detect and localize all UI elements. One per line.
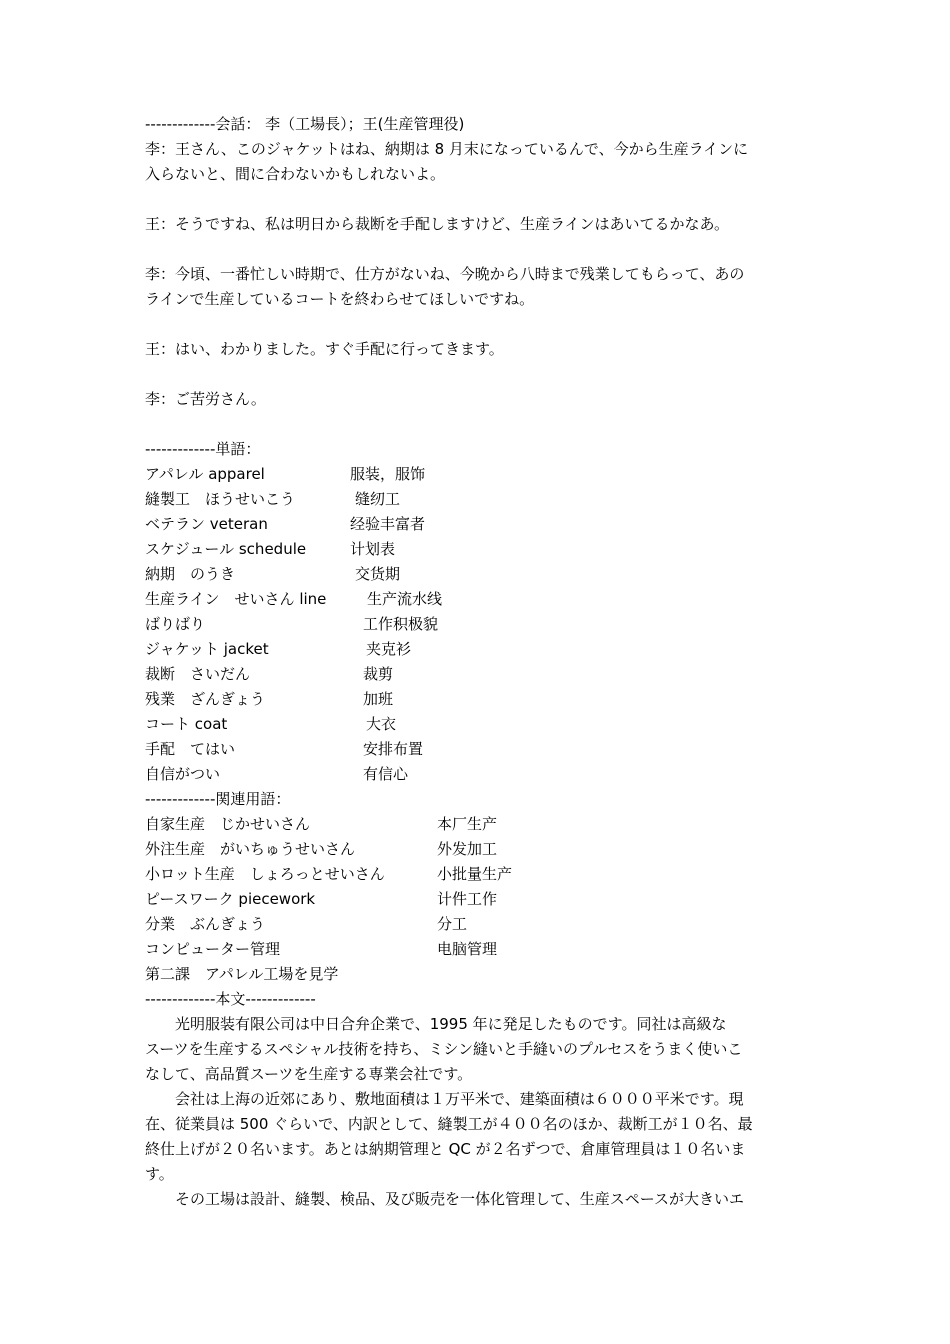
term-row: [145, 887, 810, 912]
vocab-meaning: 交货期: [355, 565, 401, 583]
vocab-row: [145, 487, 810, 512]
term-row: [145, 837, 810, 862]
term-jp: 自家生産 じかせいさん: [145, 815, 311, 833]
term-cn: 小批量生产: [437, 865, 513, 883]
term-cn: 分工: [437, 915, 468, 933]
vocab-term: 生産ライン せいさん line: [145, 590, 327, 608]
term-row: [145, 912, 810, 937]
term-cn: 外发加工: [437, 840, 498, 858]
body-line: なして、高品質スーツを生産する専業会社です。: [145, 1065, 473, 1083]
vocab-term: アパレル apparel: [145, 465, 265, 483]
vocab-term: 納期 のうき: [145, 565, 236, 583]
vocab-row: [145, 537, 810, 562]
vocab-row: [145, 462, 810, 487]
term-jp: 分業 ぶんぎょう: [145, 915, 266, 933]
vocab-meaning: 裁剪: [363, 665, 394, 683]
vocab-meaning: 工作积极貌: [363, 615, 439, 633]
vocab-meaning: 经验丰富者: [350, 515, 426, 533]
term-jp: コンピューター管理: [145, 940, 281, 958]
vocab-meaning: 大衣: [366, 715, 397, 733]
body-line: 在、従業員は 500 ぐらいで、内訳として、縫製工が４００名のほか、裁断工が１０名、最: [145, 1115, 753, 1133]
vocab-row: [145, 737, 810, 762]
term-cn: 本厂生产: [437, 815, 498, 833]
vocab-row: [145, 612, 810, 637]
vocab-row: [145, 562, 810, 587]
document-page: [145, 112, 810, 1212]
vocab-term: スケジュール schedule: [145, 540, 307, 558]
vocab-meaning: 有信心: [363, 765, 409, 783]
vocab-meaning: 生产流水线: [367, 590, 443, 608]
term-row: [145, 862, 810, 887]
vocab-meaning: 夹克衫: [366, 640, 412, 658]
body-line: その工場は設計、縫製、検品、及び販売を一体化管理して、生産スペースが大きいエ: [145, 1190, 744, 1208]
term-cn: 电脑管理: [437, 940, 498, 958]
vocab-term: ばりばり: [145, 615, 206, 633]
vocab-meaning: 缝纫工: [355, 490, 401, 508]
vocab-term: 自信がつい: [145, 765, 221, 783]
conversation-header: -------------会話： 李（工場長）；王(生産管理役): [145, 115, 465, 133]
vocab-meaning: 计划表: [350, 540, 396, 558]
body-line: 光明服装有限公司は中日合弁企業で、1995 年に発足したものです。同社は高級な: [145, 1015, 727, 1033]
vocab-meaning: 服装，服饰: [350, 465, 426, 483]
vocab-row: [145, 712, 810, 737]
dialogue-line: 李：ご苦労さん。: [145, 390, 266, 408]
term-jp: ピースワーク piecework: [145, 890, 316, 908]
vocab-term: ジャケット jacket: [145, 640, 269, 658]
dialogue-line: 王：はい、わかりました。すぐ手配に行ってきます。: [145, 340, 504, 358]
vocab-row: [145, 512, 810, 537]
vocabulary-header: -------------単語：: [145, 440, 261, 458]
body-line: 終仕上げが２０名います。あとは納期管理と QC が２名ずつで、倉庫管理員は１０名いま: [145, 1140, 746, 1158]
vocab-meaning: 安排布置: [363, 740, 424, 758]
dialogue-line: 王：そうですね、私は明日から裁断を手配しますけど、生産ラインはあいてるかなあ。: [145, 215, 729, 233]
body-line: す。: [145, 1165, 174, 1183]
vocab-row: [145, 687, 810, 712]
dialogue-line: 李：王さん、このジャケットはね、納期は 8 月末になっているんで、今から生産ラインに: [145, 140, 749, 158]
vocab-row: [145, 587, 810, 612]
vocab-term: コート coat: [145, 715, 228, 733]
term-jp: 外注生産 がいちゅうせいさん: [145, 840, 356, 858]
dialogue-line: 李：今頃、一番忙しい時期で、仕方がないね、今晩から八時まで残業してもらって、あの: [145, 265, 745, 283]
vocab-meaning: 加班: [363, 690, 394, 708]
vocab-term: ベテラン veteran: [145, 515, 268, 533]
vocab-row: [145, 637, 810, 662]
body-line: 会社は上海の近郊にあり、敷地面積は１万平米で、建築面積は６０００平米です。現: [145, 1090, 744, 1108]
vocab-term: 手配 てはい: [145, 740, 236, 758]
vocab-term: 残業 ざんぎょう: [145, 690, 266, 708]
vocab-row: [145, 662, 810, 687]
term-jp: 小ロット生産 しょろっとせいさん: [145, 865, 385, 883]
lesson-title: 第二課 アパレル工場を見学: [145, 965, 339, 983]
vocab-row: [145, 762, 810, 787]
vocab-term: 裁断 さいだん: [145, 665, 251, 683]
term-row: [145, 812, 810, 837]
body-line: スーツを生産するスペシャル技術を持ち、ミシン縫いと手縫いのプルセスをうまく使いこ: [145, 1040, 743, 1058]
dialogue-line: ラインで生産しているコートを終わらせてほしいですね。: [145, 290, 535, 308]
vocab-term: 縫製工 ほうせいこう: [145, 490, 296, 508]
term-row: [145, 937, 810, 962]
related-terms-header: -------------関連用語：: [145, 790, 291, 808]
dialogue-line: 入らないと、間に合わないかもしれないよ。: [145, 165, 446, 183]
lesson-section-header: -------------本文-------------: [145, 990, 316, 1008]
term-cn: 计件工作: [437, 890, 498, 908]
